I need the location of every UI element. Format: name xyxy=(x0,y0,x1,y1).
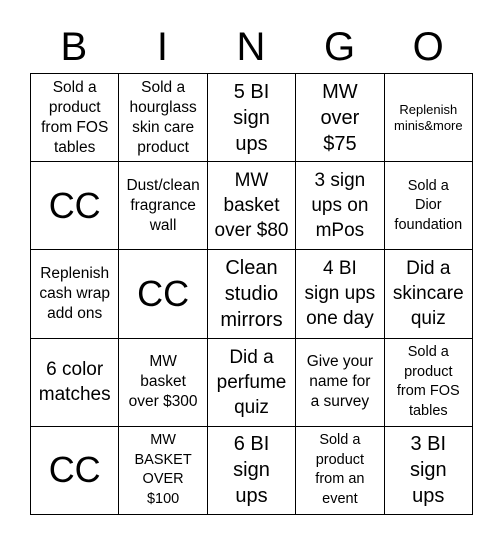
bingo-cell[interactable] xyxy=(119,427,207,515)
cell-text: Replenish minis&more xyxy=(393,101,463,133)
bingo-cell[interactable] xyxy=(208,162,296,250)
bingo-cell[interactable] xyxy=(31,162,119,250)
bingo-cell[interactable] xyxy=(119,339,207,427)
cell-text: Sold a product from FOS tables xyxy=(396,344,460,419)
bingo-cell[interactable] xyxy=(119,162,207,250)
bingo-cell[interactable] xyxy=(31,427,119,515)
cell-text: CC xyxy=(48,184,101,226)
cell-text: Sold a product from FOS tables xyxy=(41,78,109,156)
bingo-card-grid xyxy=(30,73,473,515)
bingo-cell[interactable] xyxy=(31,250,119,338)
bingo-cell[interactable] xyxy=(208,250,296,338)
cell-text: Sold a product from an event xyxy=(315,432,365,507)
cell-text: Did a perfume quiz xyxy=(216,346,287,418)
bingo-cell[interactable] xyxy=(296,74,384,162)
cell-text: 6 color matches xyxy=(38,359,111,406)
bingo-cell[interactable] xyxy=(385,250,473,338)
bingo-cell[interactable] xyxy=(208,339,296,427)
header-letter-g: G xyxy=(324,25,357,69)
header-letter-i: I xyxy=(156,25,169,69)
bingo-cell[interactable] xyxy=(31,339,119,427)
bingo-cell[interactable] xyxy=(385,427,473,515)
cell-text: CC xyxy=(137,272,190,314)
header-letter-n: N xyxy=(236,25,267,69)
cell-text: Did a skincare quiz xyxy=(392,258,464,330)
bingo-cell[interactable] xyxy=(296,162,384,250)
cell-text: Sold a Dior foundation xyxy=(394,177,463,233)
cell-text: Give your name for a survey xyxy=(306,353,374,411)
cell-text: 4 BI sign ups one day xyxy=(304,258,376,330)
header-letter-b: B xyxy=(60,25,89,69)
cell-text: MW basket over $80 xyxy=(214,170,289,242)
bingo-cell[interactable] xyxy=(296,250,384,338)
bingo-cell[interactable] xyxy=(296,427,384,515)
cell-text: CC xyxy=(48,449,101,491)
bingo-cell[interactable] xyxy=(385,162,473,250)
bingo-cell[interactable] xyxy=(208,427,296,515)
cell-text: 6 BI sign ups xyxy=(233,433,270,508)
bingo-cell[interactable] xyxy=(119,250,207,338)
cell-text: MW over $75 xyxy=(320,80,360,155)
bingo-cell[interactable] xyxy=(385,339,473,427)
cell-text: 3 sign ups on mPos xyxy=(311,170,369,242)
bingo-cell[interactable] xyxy=(385,74,473,162)
bingo-cell[interactable] xyxy=(296,339,384,427)
cell-text: Replenish cash wrap add ons xyxy=(39,264,111,322)
cell-text: MW basket over $300 xyxy=(128,353,198,411)
cell-text: Clean studio mirrors xyxy=(220,256,283,331)
cell-text: Sold a hourglass skin care product xyxy=(129,78,197,156)
cell-text: MW BASKET OVER $100 xyxy=(134,432,192,507)
bingo-cell[interactable] xyxy=(208,74,296,162)
bingo-header xyxy=(30,22,473,72)
cell-text: 3 BI sign ups xyxy=(409,433,447,508)
bingo-cell[interactable] xyxy=(119,74,207,162)
header-letter-o: O xyxy=(412,25,445,69)
bingo-cell[interactable] xyxy=(31,74,119,162)
cell-text: 5 BI sign ups xyxy=(233,80,270,155)
cell-text: Dust/clean fragrance wall xyxy=(126,176,200,234)
